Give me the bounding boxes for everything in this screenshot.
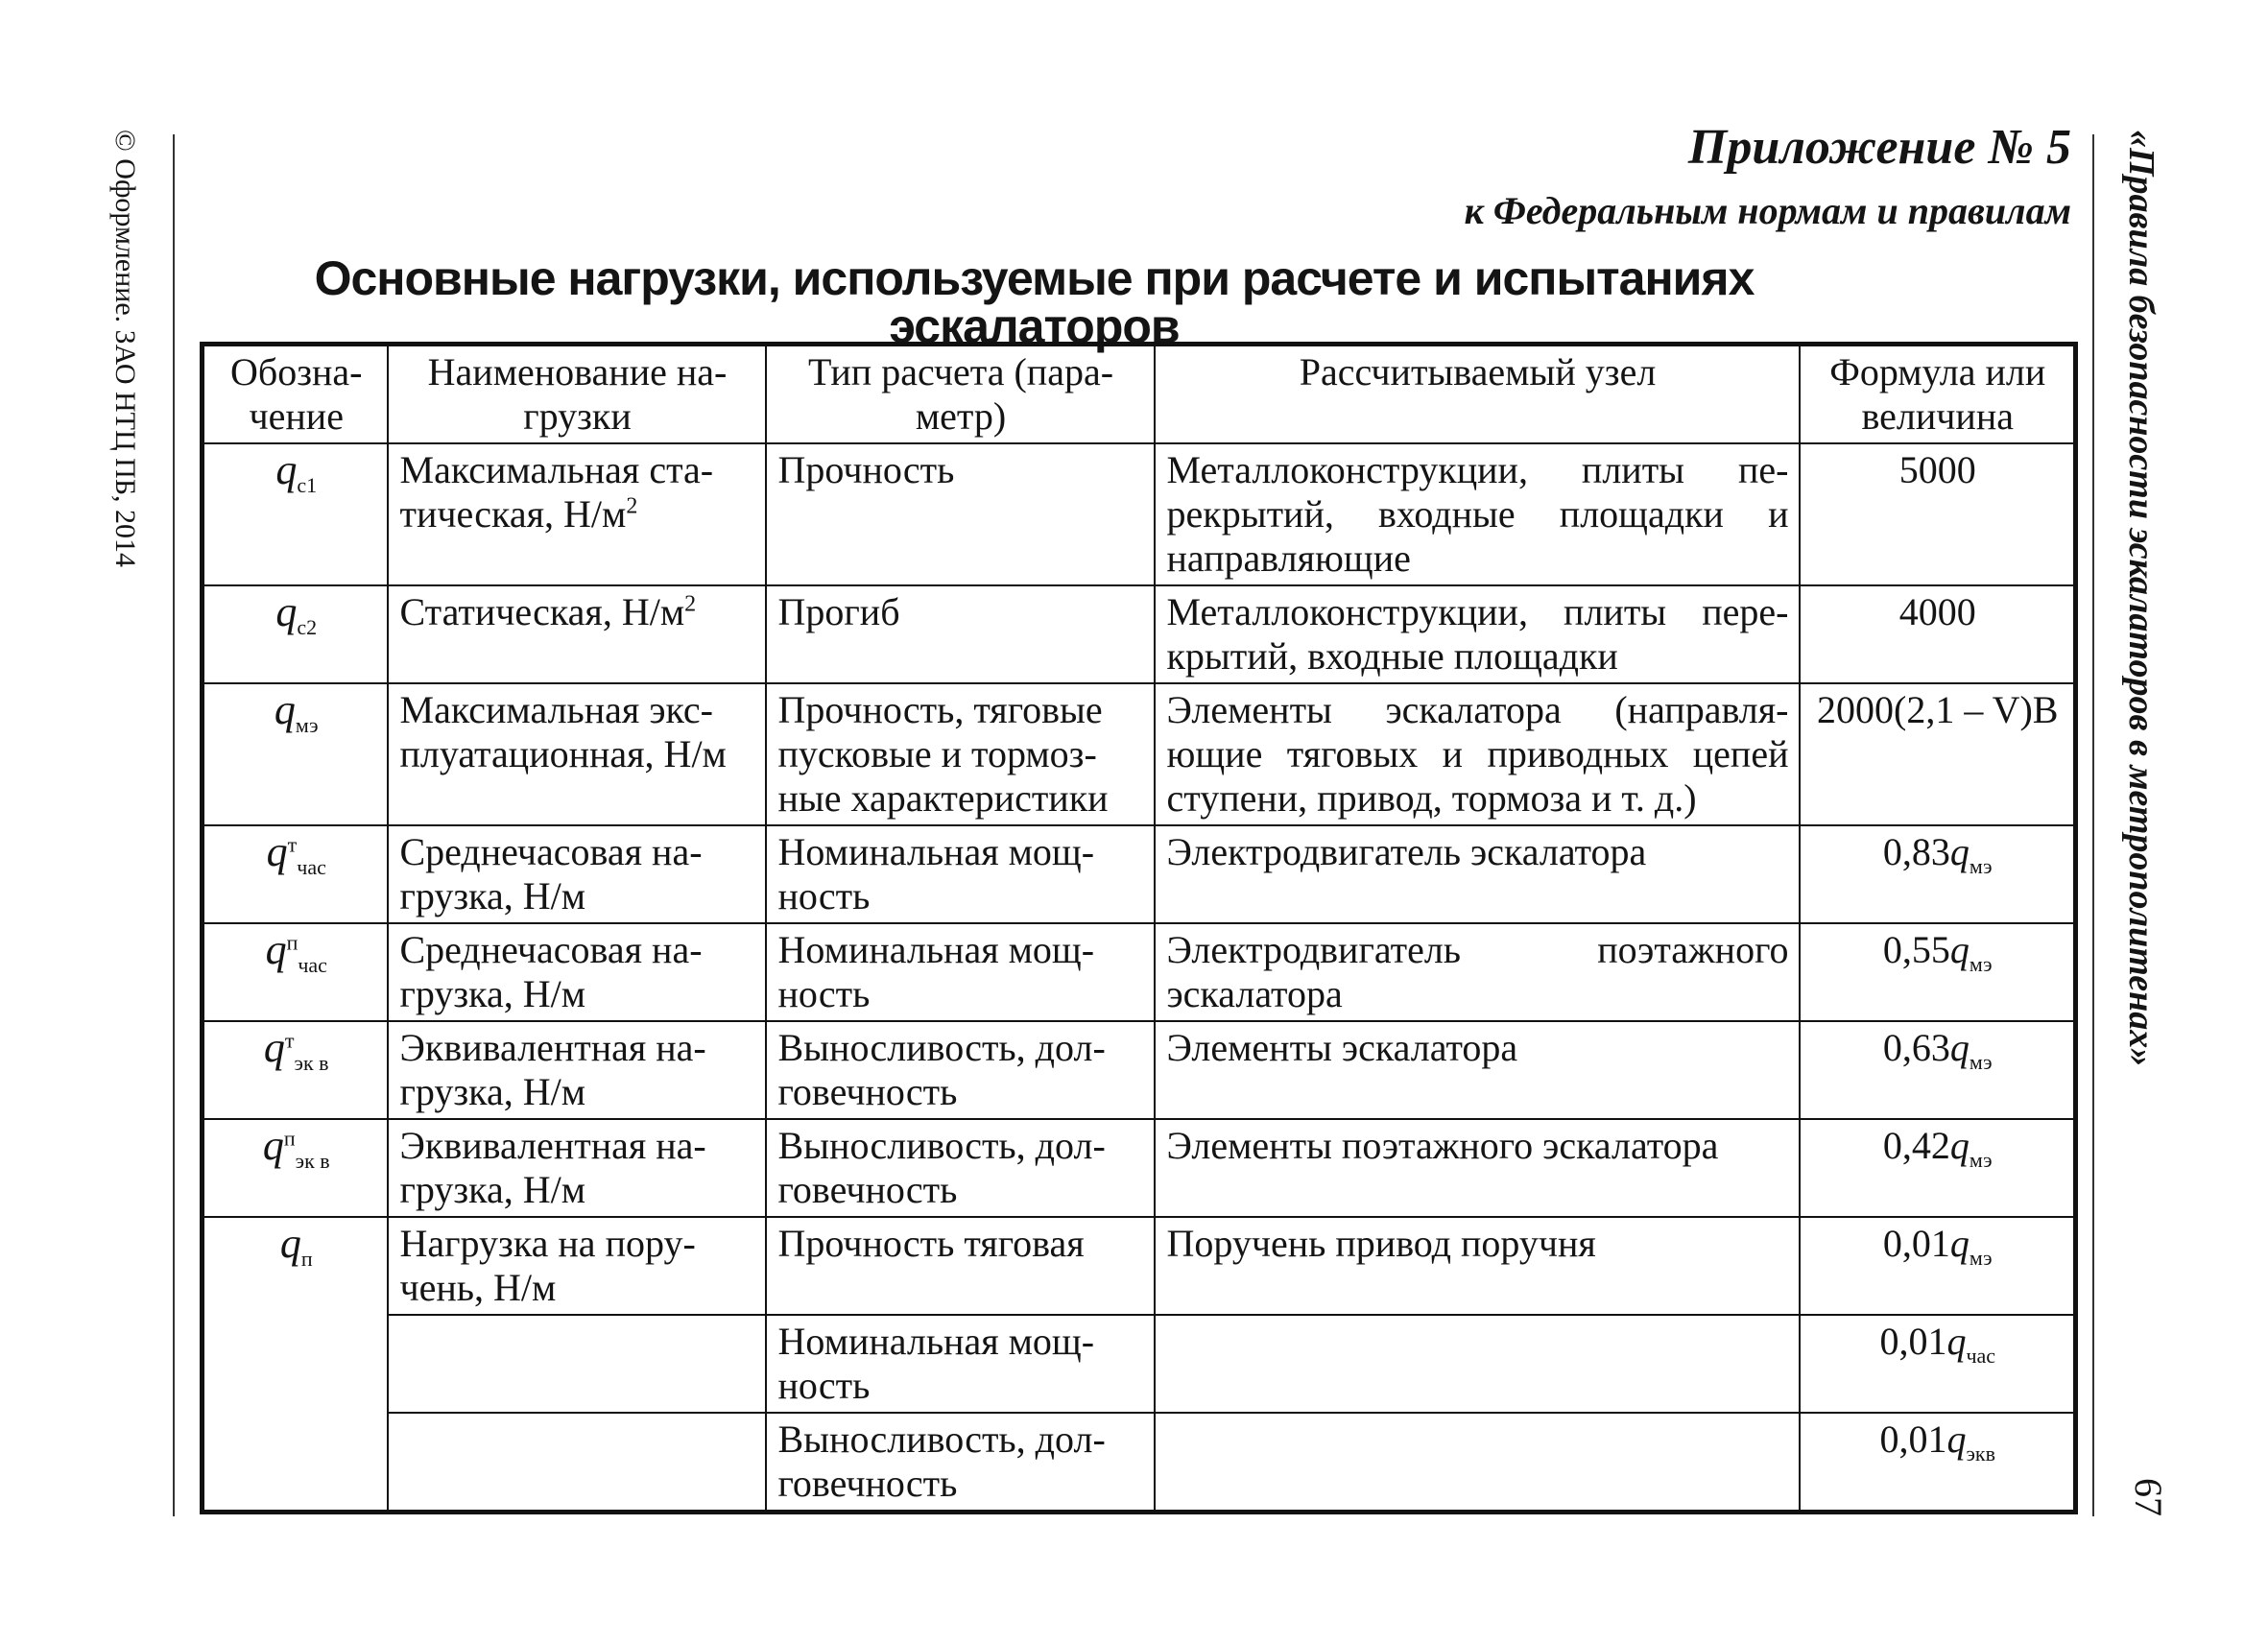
load-name-cell	[388, 585, 766, 683]
calc-type-cell: Выносливость, дол-говечность	[766, 1021, 1155, 1119]
symbol-letter: q	[275, 446, 298, 493]
document-title: Основные нагрузки, используемые при расчете и испытаниях эскалаторов	[314, 251, 1755, 353]
symbol-cell	[203, 585, 388, 683]
load-name-cell	[388, 1021, 766, 1119]
calc-type-cell: Прочность, тяговые пусковые и тормоз-ные характеристики	[766, 683, 1155, 825]
node-cell: Металлоконструкции, плиты пе-рекрытий, входные площадки и направляющие	[1155, 443, 1800, 585]
symbol-letter: q	[275, 588, 298, 635]
document-name-side-text: «Правила безопасности эскалаторов в метрополитенах»	[2121, 130, 2161, 1067]
symbol-cell	[203, 1119, 388, 1217]
load-name-superscript: 2	[684, 591, 697, 617]
formula-q: q	[1949, 1124, 1970, 1167]
load-name-cell	[388, 923, 766, 1021]
formula-subscript: экв	[1966, 1441, 1996, 1465]
symbol-letter: q	[266, 828, 288, 875]
copyright-side-text: © Оформление. ЗАО НТЦ ПБ, 2014	[109, 130, 141, 568]
node-cell: Металлоконструкции, плиты пере-крытий, входные площадки	[1155, 585, 1800, 683]
symbol-cell	[203, 683, 388, 825]
table-row	[203, 1217, 2076, 1315]
calc-type-cell: Номинальная мощ-ность	[766, 923, 1155, 1021]
formula-subscript: мэ	[1969, 854, 1993, 878]
node-cell: Элементы эскалатора (направля-ющие тяговых и приводных цепей ступени, привод, тормоза и т. д.)	[1155, 683, 1800, 825]
symbol-letter: q	[265, 926, 287, 973]
load-name-cell	[388, 1119, 766, 1217]
node-cell: Электродвигатель эскалатора	[1155, 825, 1800, 923]
header-load-name: Наименование на-грузки	[388, 345, 766, 444]
symbol-superscript: п	[283, 1126, 296, 1151]
table-row	[203, 1021, 2076, 1119]
symbol-subscript: эк в	[294, 1051, 329, 1075]
load-name: Статическая, Н/м	[399, 590, 685, 633]
formula-q: q	[1946, 1320, 1967, 1363]
appendix-subtitle: к Федеральным нормам и правилам	[1464, 189, 2071, 232]
formula-value: 0,01	[1882, 1222, 1950, 1265]
symbol-letter: q	[262, 1122, 284, 1169]
page-number: 67	[2127, 1478, 2170, 1516]
table-row	[203, 1413, 2076, 1513]
node-cell: Электродвигатель поэтажного эскалатора	[1155, 923, 1800, 1021]
formula-cell	[1800, 825, 2076, 923]
load-name-superscript: 2	[626, 493, 638, 519]
formula-value: 5000	[1898, 448, 1976, 491]
formula-cell	[1800, 1217, 2076, 1315]
load-name-cell	[388, 443, 766, 585]
formula-q: q	[1949, 1026, 1970, 1069]
formula-subscript: мэ	[1969, 1148, 1993, 1172]
load-name-cell-empty	[388, 1413, 766, 1513]
load-name: Эквивалентная на-грузка, Н/м	[399, 1124, 706, 1211]
table-row	[203, 443, 2076, 585]
symbol-cell	[203, 443, 388, 585]
table-row	[203, 683, 2076, 825]
appendix-title: Приложение № 5	[1687, 120, 2071, 175]
node-cell	[1155, 1413, 1800, 1513]
symbol-subscript: п	[300, 1247, 313, 1271]
formula-subscript: мэ	[1969, 952, 1993, 976]
symbol-subscript: эк в	[295, 1149, 330, 1173]
left-margin-rule	[173, 134, 175, 1516]
formula-q: q	[1949, 1222, 1970, 1265]
formula-value: 0,01	[1879, 1418, 1947, 1461]
load-name: Эквивалентная на-грузка, Н/м	[399, 1026, 706, 1113]
symbol-subscript: с2	[297, 615, 318, 639]
formula-value: 0,63	[1882, 1026, 1950, 1069]
formula-value: 4000	[1898, 590, 1976, 633]
table-row	[203, 1315, 2076, 1413]
symbol-subscript: с1	[297, 473, 318, 497]
symbol-letter: q	[274, 686, 296, 733]
symbol-cell	[203, 923, 388, 1021]
table-header-row	[203, 345, 2076, 444]
node-cell	[1155, 1315, 1800, 1413]
symbol-letter: q	[263, 1024, 285, 1071]
table-row	[203, 923, 2076, 1021]
symbol-subscript: час	[297, 855, 326, 879]
load-name: Максимальная экс-плуатационная, Н/м	[399, 688, 727, 775]
formula-cell	[1800, 1119, 2076, 1217]
node-cell: Элементы поэтажного эскалатора	[1155, 1119, 1800, 1217]
formula-value: 2000(2,1 – V)B	[1817, 688, 2059, 731]
calc-type-cell: Прочность тяговая	[766, 1217, 1155, 1315]
symbol-superscript: п	[286, 930, 298, 955]
symbol-subscript: час	[298, 953, 327, 977]
right-margin-rule	[2092, 134, 2094, 1516]
calc-type-cell: Выносливость, дол-говечность	[766, 1119, 1155, 1217]
formula-cell	[1800, 683, 2076, 825]
node-cell: Поручень привод поручня	[1155, 1217, 1800, 1315]
symbol-subscript: мэ	[295, 713, 319, 737]
table-row	[203, 825, 2076, 923]
formula-cell	[1800, 1315, 2076, 1413]
header-formula: Формула или величина	[1800, 345, 2076, 444]
symbol-cell	[203, 1021, 388, 1119]
symbol-letter: q	[279, 1220, 301, 1267]
formula-cell	[1800, 1021, 2076, 1119]
loads-table	[200, 342, 2078, 1514]
symbol-cell	[203, 825, 388, 923]
header-node: Рассчитываемый узел	[1155, 345, 1800, 444]
load-name: Среднечасовая на-грузка, Н/м	[399, 928, 703, 1015]
header-symbol: Обозна-чение	[203, 345, 388, 444]
symbol-superscript: т	[284, 1028, 295, 1053]
table-row	[203, 585, 2076, 683]
formula-cell	[1800, 923, 2076, 1021]
formula-q: q	[1949, 928, 1970, 971]
formula-subscript: час	[1966, 1344, 1996, 1368]
calc-type-cell: Прогиб	[766, 585, 1155, 683]
formula-q: q	[1946, 1418, 1967, 1461]
formula-cell	[1800, 585, 2076, 683]
symbol-cell	[203, 1217, 388, 1513]
load-name-cell	[388, 683, 766, 825]
formula-value: 0,42	[1882, 1124, 1950, 1167]
load-name: Среднечасовая на-грузка, Н/м	[399, 830, 703, 917]
calc-type-cell: Номинальная мощ-ность	[766, 1315, 1155, 1413]
load-name-cell: Нагрузка на пору-чень, Н/м	[388, 1217, 766, 1315]
formula-value: 0,01	[1879, 1320, 1947, 1363]
formula-cell	[1800, 443, 2076, 585]
header-calc-type: Тип расчета (пара-метр)	[766, 345, 1155, 444]
formula-q: q	[1949, 830, 1970, 873]
formula-value: 0,83	[1882, 830, 1950, 873]
table-row	[203, 1119, 2076, 1217]
formula-subscript: мэ	[1969, 1050, 1993, 1074]
load-name-cell-empty	[388, 1315, 766, 1413]
formula-subscript: мэ	[1969, 1246, 1993, 1270]
load-name: Максимальная ста-тическая, Н/м	[399, 448, 714, 536]
formula-cell	[1800, 1413, 2076, 1513]
calc-type-cell: Номинальная мощ-ность	[766, 825, 1155, 923]
node-cell: Элементы эскалатора	[1155, 1021, 1800, 1119]
load-name-cell	[388, 825, 766, 923]
calc-type-cell: Прочность	[766, 443, 1155, 585]
formula-value: 0,55	[1882, 928, 1950, 971]
calc-type-cell: Выносливость, дол-говечность	[766, 1413, 1155, 1513]
symbol-superscript: т	[287, 832, 298, 857]
